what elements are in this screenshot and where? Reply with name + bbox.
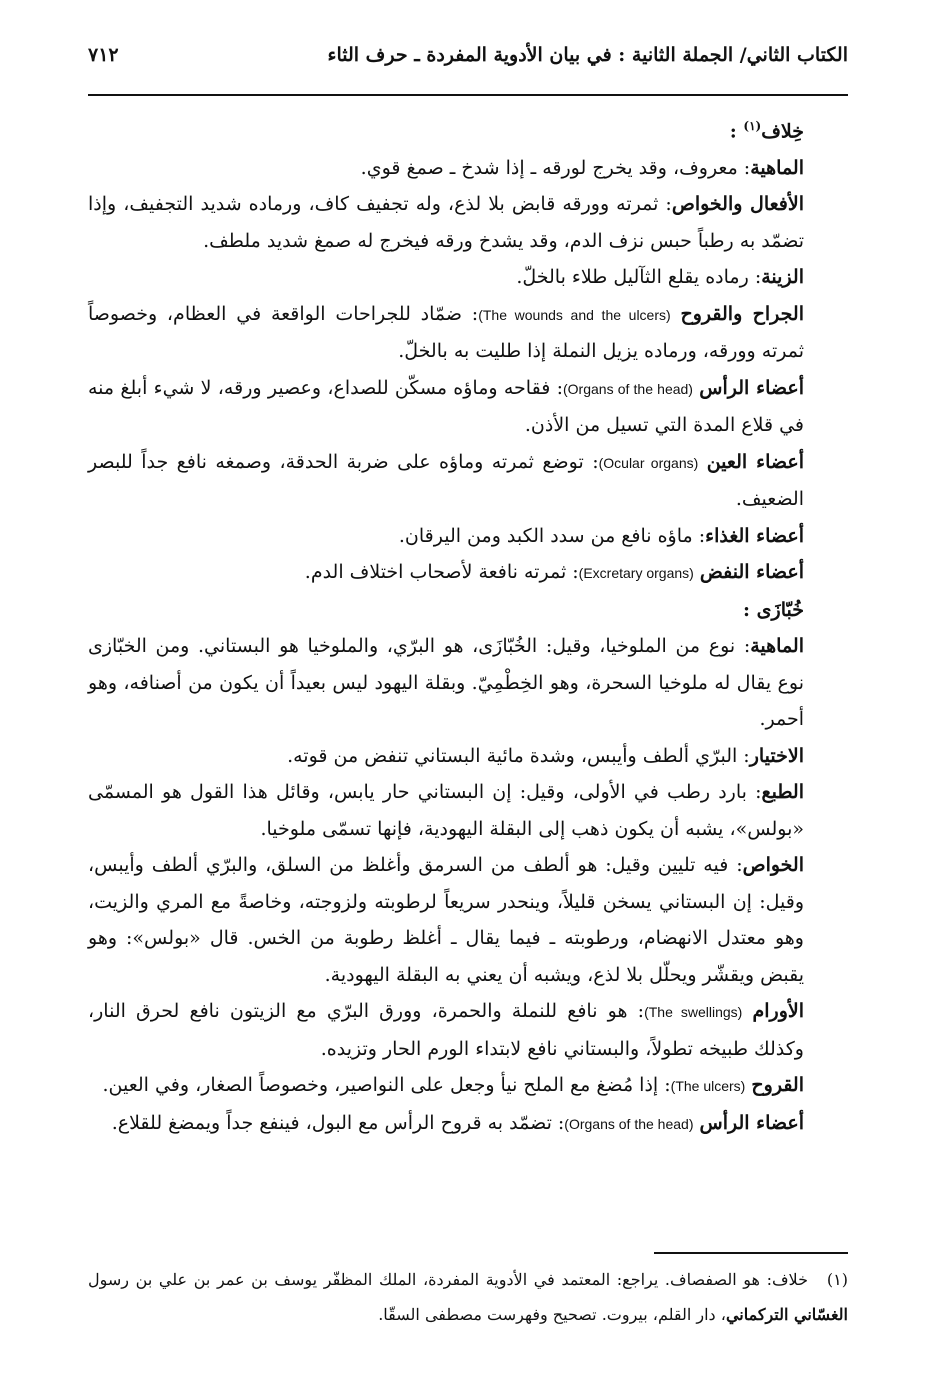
entry-paragraphs <box>88 150 848 592</box>
entry-title: خِلاف$^{(١)}$ : <box>729 119 804 143</box>
paragraph-text: : ثمرته نافعة لأصحاب اختلاف الدم. <box>304 561 579 584</box>
english-gloss: (Organs of the head) <box>563 380 693 397</box>
footnote-bold-name: الغسّاني التركماني <box>725 1305 848 1324</box>
paragraph <box>88 518 848 555</box>
footnote-rule <box>654 1252 848 1254</box>
footnote-ref: (١) <box>743 119 762 133</box>
paragraph-text: : إذا مُضغ مع الملح نيأ وجعل على النواصير، وخصوصاً الصغار، وفي العين. <box>102 1074 671 1097</box>
paragraph <box>88 186 848 259</box>
entry-paragraphs <box>88 628 848 1142</box>
paragraph <box>88 370 848 444</box>
english-gloss: (Ocular organs) <box>598 454 699 471</box>
paragraph <box>88 554 848 592</box>
footnote <box>88 1262 848 1332</box>
paragraph-label: أعضاء الرأس <box>699 1111 804 1134</box>
footnote-text-b: ، دار القلم، بيروت. تصحيح وفهرست مصطفى السقّا. <box>378 1305 726 1324</box>
paragraph <box>88 847 848 993</box>
paragraph-label: الاختيار <box>749 744 804 767</box>
paragraph-text: : معروف، وقد يخرج لورقه ـ إذا شدخ ـ صمغ قوي. <box>360 156 751 179</box>
paragraph-text: : فقاحه وماؤه مسكّن للصداع، وعصير ورقه، لا شيء أبلغ منه في قلاع المدة التي تسيل من الأذن. <box>88 376 804 437</box>
paragraph-text: : بارد رطب في الأولى، وقيل: إن البستاني حار يابس، وقائل هذا القول هو المسمّى «بولس»، يشبه أن يكون ذهب إلى البقلة اليهودية، فإنها تسمّى ملوخيا. <box>88 781 804 840</box>
paragraph-label: القروح <box>751 1074 804 1097</box>
paragraph-label: أعضاء الرأس <box>699 376 804 399</box>
paragraph-text: : هو نافع للنملة والحمرة، وورق البرّي مع الزيتون نافع لحرق النار، وكذلك طبيخه تطولاً، والبستاني نافع لابتداء الورم الحار وتزيده. <box>88 1000 804 1060</box>
paragraph-text: : ضمّاد للجراحات الواقعة في العظام، وخصوصاً ثمرته وورقه، ورماده يزيل النملة إذا طليت به بالخلّ. <box>88 302 804 363</box>
paragraph <box>88 150 848 187</box>
paragraph-label: الطبع <box>761 781 804 804</box>
paragraph-text: : ثمرته وورقه قابض بلا لذع، وله تجفيف كاف، ورماده شديد التجفيف، وإذا تضمّد به رطباً حبس نزف الدم، وقد يشدخ ورقه فيخرج له صمغ شديد ملطف. <box>88 193 804 252</box>
english-gloss: (The ulcers) <box>670 1078 746 1095</box>
english-gloss: (The wounds and the ulcers) <box>478 306 671 323</box>
running-title: الكتاب الثاني/ الجملة الثانية : في بيان الأدوية المفردة ـ حرف الثاء <box>327 44 848 66</box>
english-gloss: (Organs of the head) <box>564 1115 694 1132</box>
paragraph-text: : رماده يقلع الثآليل طلاء بالخلّ. <box>516 266 762 289</box>
english-gloss: (The swellings) <box>644 1004 743 1021</box>
paragraph-label: أعضاء النفض <box>699 561 804 584</box>
paragraph-label: الجراح والقروح <box>680 302 804 325</box>
paragraph-label: أعضاء العين <box>706 450 804 473</box>
paragraph-text: : فيه تليين وقيل: هو ألطف من السرمق وأغلظ من السلق، والبرّي ألطف وأيبس، وقيل: إن البستاني يسخن قليلاً، وينحدر سريعاً لرطوبته ولزوجته، وخاصةً مع المري والزيت، وهو معتدل الانهضام، ورطوبته ـ فيما يقال ـ أغلظ رطوبة من الخس. قال «بولس»: وهو يقبض ويقشّر ويحلّل بلا لذع، ويشبه أن يعني به البقلة اليهودية. <box>88 854 804 986</box>
paragraph-label: أعضاء الغذاء <box>705 524 804 547</box>
entry-title-text: خُبّازَى <box>756 598 804 621</box>
paragraph <box>88 444 848 518</box>
entry-title: خُبّازَى : <box>743 598 804 621</box>
paragraph-label: الماهية <box>750 156 804 179</box>
entry-title-text: خِلاف <box>761 120 804 143</box>
paragraph-label: الأورام <box>752 1000 804 1023</box>
running-header <box>88 44 848 66</box>
paragraph <box>88 259 848 296</box>
paragraph-label: الماهية <box>750 635 804 658</box>
paragraph-label: الزينة <box>761 266 804 289</box>
paragraph <box>88 628 848 738</box>
paragraph <box>88 1105 848 1143</box>
paragraph-text: : البرّي ألطف وأيبس، وشدة مائية البستاني تنفض من قوته. <box>287 744 750 767</box>
paragraph <box>88 296 848 370</box>
paragraph-label: الأفعال والخواص <box>671 193 804 216</box>
paragraph-text: : توضع ثمرته وماؤه على ضربة الحدقة، وصمغه نافع جداً للبصر الضعيف. <box>88 450 804 511</box>
footnote-text <box>88 1262 848 1332</box>
paragraph <box>88 738 848 775</box>
paragraph <box>88 1067 848 1105</box>
english-gloss: (Excretary organs) <box>578 565 694 582</box>
paragraph-text: : نوع من الملوخيا، وقيل: الخُبّازَى، هو البرّي، والملوخيا هو البستاني. ومن الخبّازى نوع يقال له ملوخيا السحرة، وهو الخِطْمِيّ. وبقلة اليهود ليس بعيداً أن يكون من أصنافه، وهو أحمر. <box>88 635 804 731</box>
page-number: ٧١٢ <box>88 44 119 66</box>
paragraph-label: الخواص <box>742 854 804 877</box>
main-text <box>88 108 848 1142</box>
paragraph <box>88 774 848 847</box>
footnote-number: (١) <box>826 1270 848 1289</box>
paragraph <box>88 993 848 1067</box>
footnote-text-a: خلاف: هو الصفصاف. يراجع: المعتمد في الأدوية المفردة، الملك المظفّر يوسف بن عمر بن علي بن رسول <box>88 1270 808 1289</box>
paragraph-text: : تضمّد به قروح الرأس مع البول، فينفع جداً ويمضغ للقلاع. <box>111 1111 565 1134</box>
paragraph-text: : ماؤه نافع من سدد الكبد ومن اليرقان. <box>398 524 706 547</box>
header-rule <box>88 94 848 96</box>
